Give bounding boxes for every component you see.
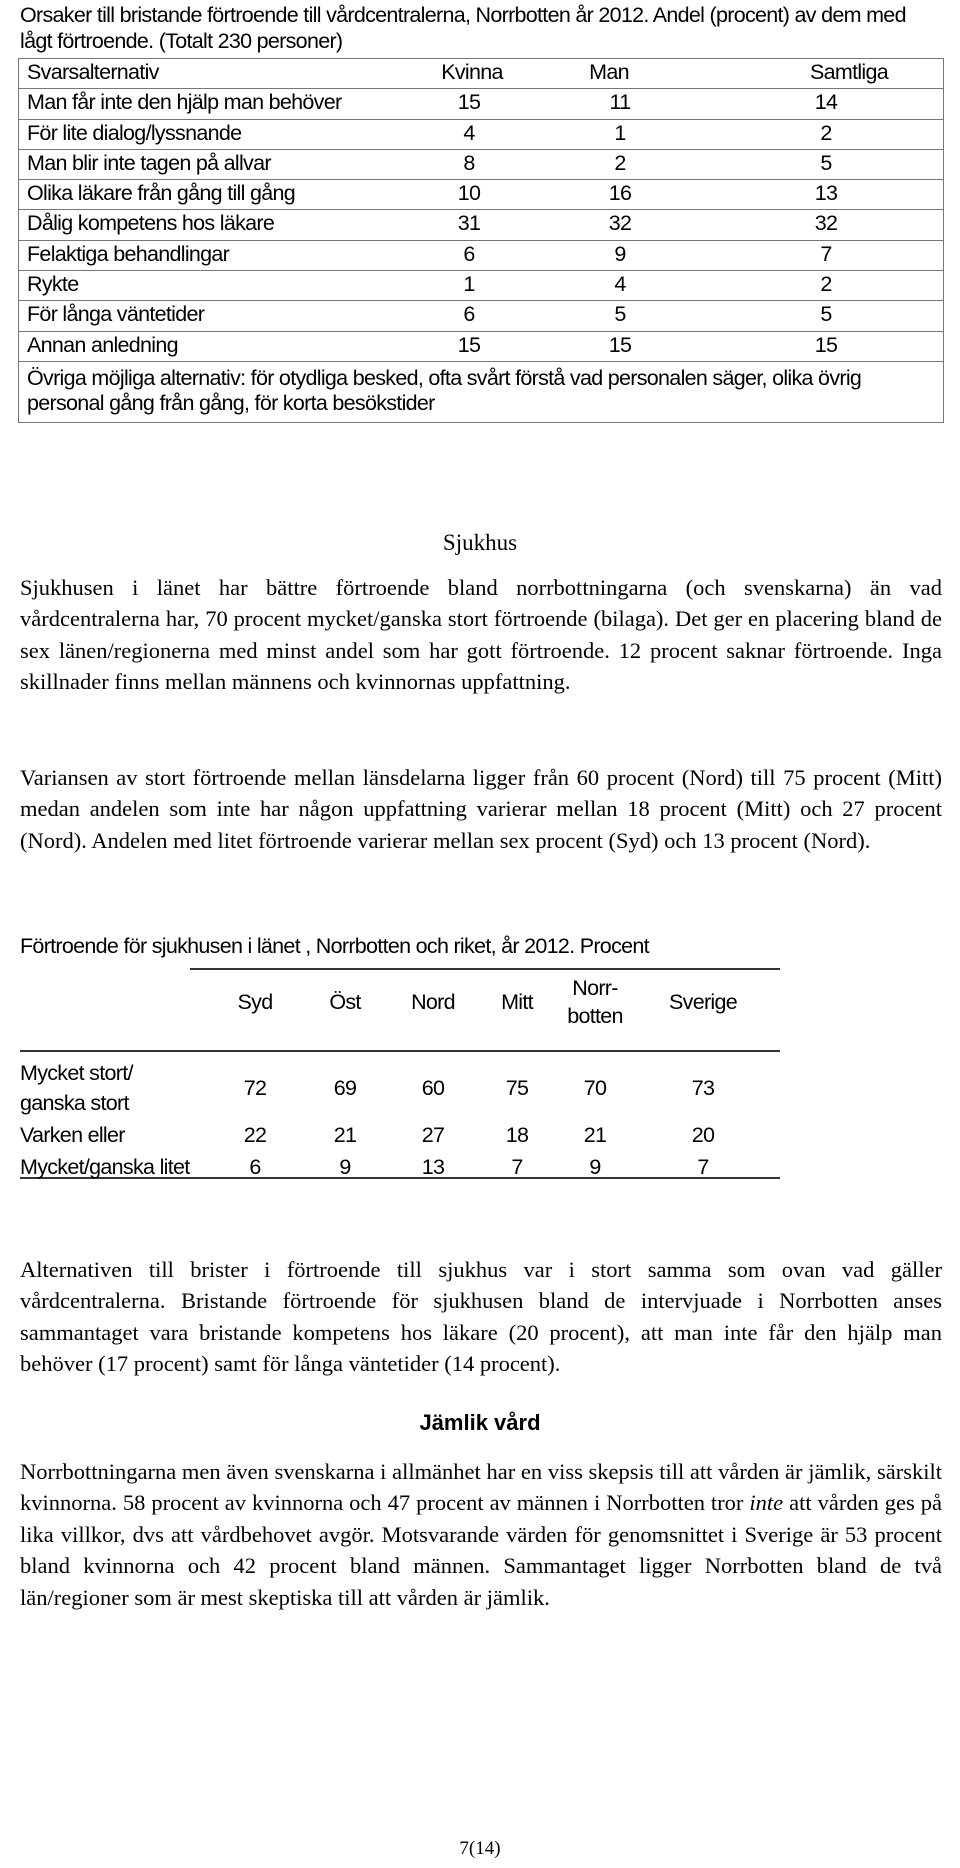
reasons-table-row: [19, 180, 943, 210]
table1-caption: Orsaker till bristande förtroende till vårdcentralerna, Norrbotten år 2012. Andel (procent) av dem med lågt förtroende. (Totalt 230 personer): [20, 3, 906, 53]
jamlik-paragraph: [20, 1456, 942, 1613]
row-label: Felaktiga behandlingar: [27, 241, 230, 266]
header-svarsalternativ: Svarsalternativ: [27, 60, 159, 84]
header-man: Man: [589, 60, 629, 84]
row-label: Olika läkare från gång till gång: [27, 181, 296, 206]
reasons-table-row: [19, 120, 943, 150]
cell-samtliga: 5: [820, 302, 832, 327]
reasons-table-row: [19, 271, 943, 301]
reasons-table-row: [19, 241, 943, 271]
cell-man: 5: [614, 302, 626, 327]
column-header: Norr- botten: [567, 976, 623, 1028]
cell-man: 1: [614, 120, 626, 145]
table-cell: 18: [505, 1123, 529, 1147]
sjukhus-paragraph-2: Variansen av stort förtroende mellan länsdelarna ligger från 60 procent (Nord) till 75 procent (Mitt) medan andelen som inte har någon uppfattning varierar mellan 18 procent (Mitt) och 27 procent (Nord). Andelen med litet förtroende varierar mellan sex procent (Syd) och 13 procent (Nord).: [20, 765, 942, 853]
cell-kvinna: 8: [463, 150, 475, 175]
table-cell: 7: [511, 1155, 523, 1179]
table-cell: 9: [339, 1155, 351, 1179]
cell-man: 9: [614, 241, 626, 266]
cell-kvinna: 4: [463, 120, 475, 145]
row-label: För lite dialog/lyssnande: [27, 120, 242, 145]
cell-man: 4: [614, 272, 626, 297]
table-top-rule: [190, 968, 780, 970]
reasons-table-row: [19, 150, 943, 180]
row-label: Dålig kompetens hos läkare: [27, 211, 275, 236]
jamlik-text-start: Norrbottningarna men även svenskarna i allmänhet har en viss skepsis till att vården är jämlik, särskilt kvinnorna. 58 procent av kvinnorna och 47 procent av männen i Norrbotten tror: [20, 1459, 942, 1516]
header-samtliga: Samtliga: [809, 60, 889, 84]
table-cell: 27: [421, 1123, 445, 1147]
table-cell: 6: [249, 1155, 261, 1179]
row-label: Mycket stort/ ganska stort: [20, 1061, 133, 1115]
cell-samtliga: 15: [814, 332, 838, 357]
row-label: Man får inte den hjälp man behöver: [27, 90, 342, 115]
column-header: Syd: [237, 990, 273, 1014]
table-cell: 73: [691, 1076, 715, 1100]
column-header: Mitt: [501, 990, 533, 1014]
table-cell: 20: [691, 1123, 715, 1147]
column-header: Nord: [411, 990, 455, 1014]
table-cell: 22: [243, 1123, 267, 1147]
row-label: Annan anledning: [27, 332, 178, 357]
column-header: Sverige: [669, 990, 737, 1014]
table2-caption: Förtroende för sjukhusen i länet , Norrbotten och riket, år 2012. Procent: [20, 934, 649, 958]
table-cell: 70: [583, 1076, 607, 1100]
reasons-table-note: Övriga möjliga alternativ: för otydliga besked, ofta svårt förstå vad personalen säger, olika övrig personal gång från gång, för korta besökstider: [27, 365, 862, 415]
cell-samtliga: 5: [820, 150, 832, 175]
table-cell: 60: [421, 1076, 445, 1100]
jamlik-text-end: att vården ges på lika villkor, dvs att vårdbehovet avgör. Motsvarande värden för genomsnittet i Sverige är 53 procent bland kvinnorna och 42 procent bland männen. Sammantaget ligger Norrbotten bland de två län/regioner som är mest skeptiska till att vården är jämlik.: [20, 1490, 942, 1610]
sjukhus-heading: Sjukhus: [442, 530, 518, 555]
jamlik-vard-heading: Jämlik vård: [419, 1410, 541, 1435]
cell-kvinna: 15: [457, 332, 481, 357]
row-label: Rykte: [27, 272, 79, 297]
cell-samtliga: 2: [820, 120, 832, 145]
cell-samtliga: 13: [814, 181, 838, 206]
hospital-trust-table: [20, 968, 940, 1178]
cell-man: 16: [608, 181, 632, 206]
cell-samtliga: 7: [820, 241, 832, 266]
reasons-table-row: [19, 301, 943, 331]
table-cell: 72: [243, 1076, 267, 1100]
reasons-table-row: [19, 210, 943, 240]
table-cell: 69: [333, 1076, 357, 1100]
table-cell: 75: [505, 1076, 529, 1100]
table-cell: 7: [697, 1155, 709, 1179]
table-cell: 13: [421, 1155, 445, 1179]
reasons-table-header-row: [19, 59, 943, 89]
row-label: Varken eller: [20, 1123, 125, 1147]
cell-kvinna: 6: [463, 241, 475, 266]
cell-kvinna: 6: [463, 302, 475, 327]
reasons-table-row: [19, 89, 943, 119]
reasons-table: [18, 58, 944, 423]
page-number: 7(14): [459, 1838, 501, 1859]
row-label: För långa väntetider: [27, 302, 205, 327]
reasons-table-row: [19, 332, 943, 362]
header-kvinna: Kvinna: [441, 60, 503, 84]
table-cell: 21: [333, 1123, 357, 1147]
sjukhus-paragraph-1: Sjukhusen i länet har bättre förtroende bland norrbottningarna (och svenskarna) än vad vårdcentralerna har, 70 procent mycket/ganska stort förtroende (bilaga). Det ger en placering bland de sex länen/regionerna med minst andel som har gott förtroende. 12 procent saknar förtroende. Inga skillnader finns mellan männens och kvinnornas uppfattning.: [20, 575, 942, 695]
cell-man: 11: [609, 90, 631, 115]
cell-kvinna: 15: [457, 90, 481, 115]
table-header-rule: [20, 1050, 780, 1052]
column-header: Öst: [329, 990, 361, 1014]
row-label: Man blir inte tagen på allvar: [27, 150, 271, 175]
table-cell: 21: [583, 1123, 607, 1147]
cell-samtliga: 14: [814, 90, 838, 115]
cell-man: 32: [608, 211, 632, 236]
cell-kvinna: 10: [457, 181, 481, 206]
cell-man: 2: [614, 150, 626, 175]
cell-samtliga: 2: [820, 272, 832, 297]
cell-samtliga: 32: [814, 211, 838, 236]
cell-man: 15: [608, 332, 632, 357]
jamlik-emphasis: inte: [749, 1490, 784, 1516]
cell-kvinna: 31: [457, 211, 481, 236]
row-label: Mycket/ganska litet: [20, 1155, 190, 1179]
paragraph-alternativen: Alternativen till brister i förtroende till sjukhus var i stort samma som ovan vad gäller vårdcentralerna. Bristande förtroende för sjukhusen bland de intervjuade i Norrbotten anses sammantaget vara bristande kompetens hos läkare (20 procent), att man inte får den hjälp man behöver (17 procent) samt för långa väntetider (14 procent).: [20, 1257, 942, 1377]
cell-kvinna: 1: [463, 272, 475, 297]
table-cell: 9: [589, 1155, 601, 1179]
